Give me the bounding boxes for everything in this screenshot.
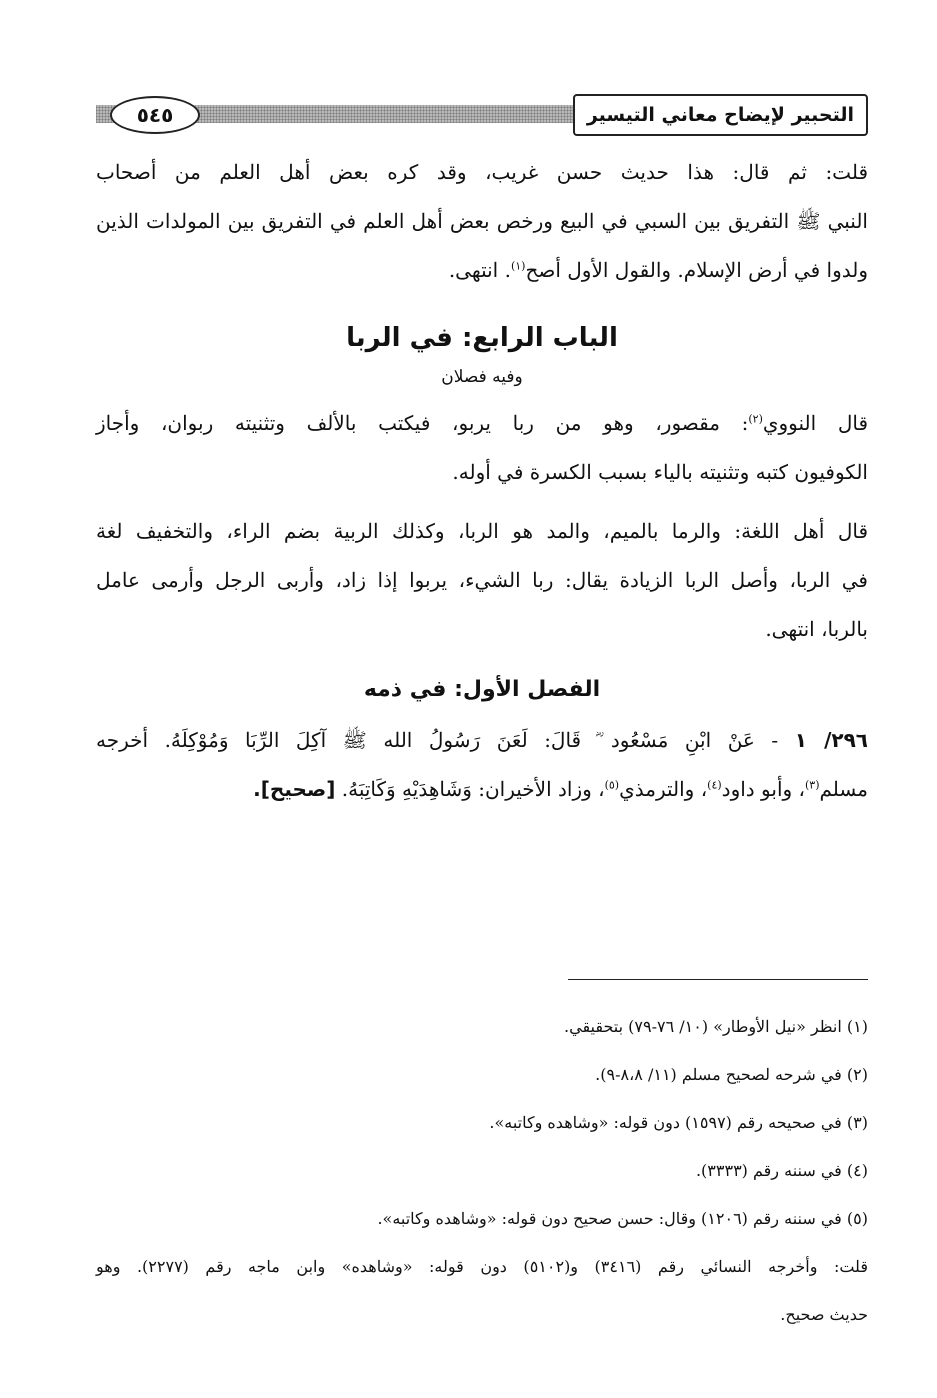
main-text <box>96 148 868 814</box>
section-title: الفصل الأول: في ذمه <box>363 677 601 702</box>
footnote-4: (٤) في سننه رقم (٣٣٣٣). <box>695 1161 868 1180</box>
nawawi-line-1 <box>96 399 868 448</box>
chapter-subtitle: وفيه فصلان <box>441 367 523 387</box>
footnote-5-note-line-2: حديث صحيح. <box>780 1305 868 1324</box>
footnote-5: (٥) في سننه رقم (١٢٠٦) وقال: حسن صحيح دون قوله: «وشاهده وكاتبه». <box>377 1209 868 1228</box>
chapter-title: الباب الرابع: في الربا <box>346 323 618 353</box>
nawawi-line-1-text: : مقصور، وهو من ربا يربو، فيكتب بالألف وتثنيته ربوان، وأجاز <box>96 411 749 435</box>
hadith-number: ٢٩٦/ ١ <box>794 728 869 752</box>
hadith-addition: ، وزاد الأخيران: وَشَاهِدَيْهِ وَكَاتِبَهُ. <box>341 777 605 801</box>
footnote-ref-5: (٥) <box>604 778 620 792</box>
paragraph-gap <box>96 497 868 507</box>
footnote-separator <box>568 979 868 980</box>
hadith-line-1 <box>96 716 868 765</box>
intro-line-3-text: ولدوا في أرض الإسلام. والقول الأول أصح <box>525 258 868 282</box>
hadith-tirmidhi: ، والترمذي <box>619 777 708 801</box>
intro-line-3 <box>96 246 868 295</box>
hadith-grade: [صحيح]. <box>253 777 336 801</box>
running-title: التحبير لإيضاح معاني التيسير <box>573 94 868 136</box>
hadith-abu-dawud: ، وأبو داود <box>721 777 805 801</box>
footnote-ref-3: (٣) <box>804 778 820 792</box>
footnote-ref-2: (٢) <box>748 412 763 426</box>
lugha-line-2: في الربا، وأصل الربا الزيادة يقال: ربا الشيء، يربوا إذا زاد، وأربى الرجل وأرمى عامل <box>96 568 868 592</box>
intro-line-3-end: . انتهى. <box>448 258 511 282</box>
lugha-line-1: قال أهل اللغة: والرما بالميم، والمد هو الربا، وكذلك الربية بضم الراء، والتخفيف لغة <box>96 519 868 543</box>
running-header <box>96 92 868 136</box>
footnote-ref-1: (١) <box>510 259 526 273</box>
nawawi-lead: قال النووي <box>762 411 869 435</box>
nawawi-line-2: الكوفيون كتبه وتثنيته بالياء بسبب الكسرة في أوله. <box>452 460 868 484</box>
page-number: ٥٤٥ <box>110 96 200 134</box>
hadith-line-2 <box>96 765 868 814</box>
footnote-3: (٣) في صحيحه رقم (١٥٩٧) دون قوله: «وشاهده وكاتبه». <box>489 1113 868 1132</box>
footnote-1: (١) انظر «نيل الأوطار» (١٠/ ٧٦-٧٩) بتحقيقي. <box>564 1017 868 1036</box>
lugha-line-3: بالربا، انتهى. <box>765 617 868 641</box>
footnote-2: (٢) في شرحه لصحيح مسلم (١١/ ٨،٨-٩). <box>595 1065 868 1084</box>
footnotes <box>96 1003 868 1339</box>
footnote-ref-4: (٤) <box>707 778 722 792</box>
intro-line-1: قلت: ثم قال: هذا حديث حسن غريب، وقد كره بعض أهل العلم من أصحاب <box>96 160 868 184</box>
hadith-muslim: مسلم <box>819 777 868 801</box>
intro-line-2: النبي ﷺ التفريق بين السبي في البيع ورخص بعض أهل العلم في التفريق بين المولدات الذين <box>96 209 868 233</box>
hadith-line-1-text: - عَنْ ابْنِ مَسْعُود ؓ قَالَ: لَعَنَ رَسُولُ الله ﷺ آكِلَ الرِّبَا وَمُوْكِلَهُ. أخرجه <box>96 728 779 752</box>
footnote-5-note-line-1: قلت: وأخرجه النسائي رقم (٣٤١٦) و(٥١٠٢) دون قوله: «وشاهده» وابن ماجه رقم (٢٢٧٧). وهو <box>96 1257 869 1276</box>
